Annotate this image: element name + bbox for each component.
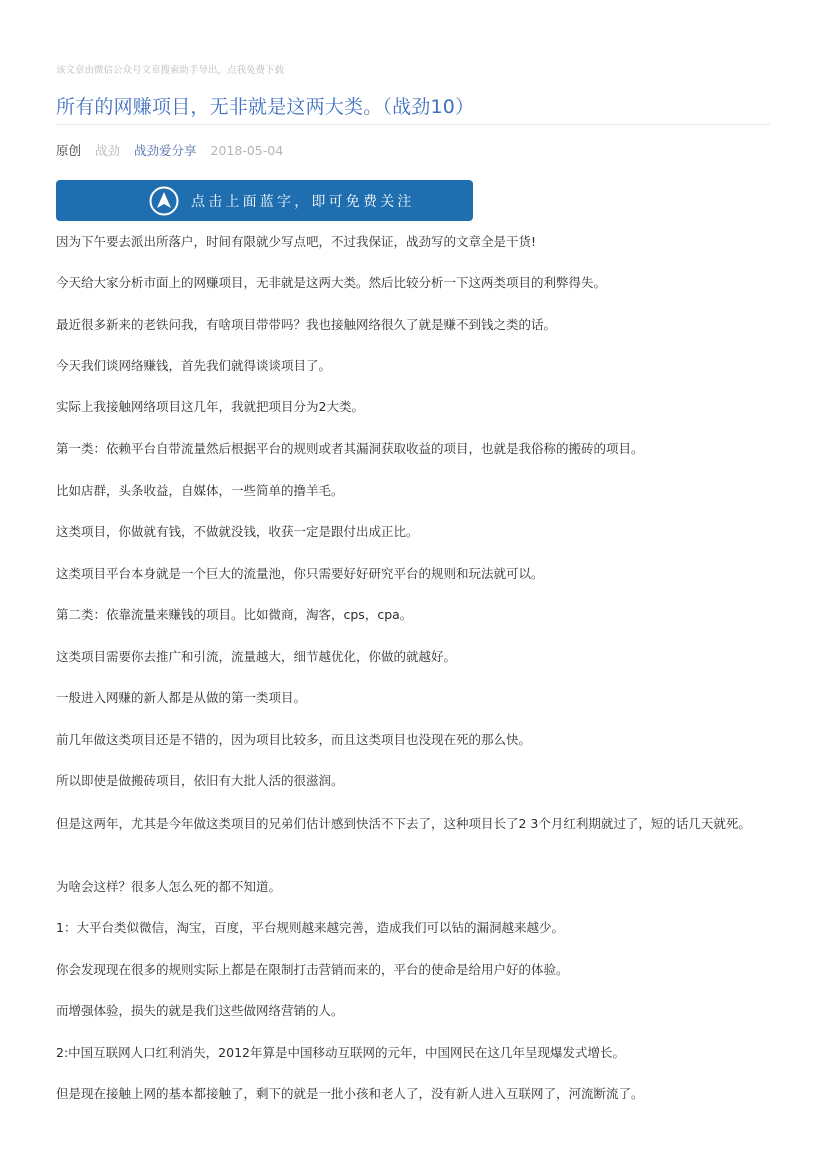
- paragraph: 这类项目，你做就有钱，不做就没钱，收获一定是跟付出成正比。: [56, 524, 419, 539]
- follow-banner[interactable]: [56, 180, 473, 221]
- paragraph: 今天我们谈网络赚钱，首先我们就得谈谈项目了。: [56, 358, 332, 373]
- account-name-link[interactable]: 战劲爱分享: [134, 143, 197, 158]
- paragraph: 第一类：依赖平台自带流量然后根据平台的规则或者其漏洞获取收益的项目，也就是我俗称的搬砖的项目。: [56, 441, 644, 456]
- paragraph: 今天给大家分析市面上的网赚项目，无非就是这两大类。然后比较分析一下这两类项目的利弊得失。: [56, 275, 607, 290]
- paragraph: 2:中国互联网人口红利消失，2012年算是中国移动互联网的元年，中国网民在这几年呈现爆发式增长。: [56, 1045, 625, 1060]
- title-divider: [56, 124, 770, 125]
- paragraph: 一般进入网赚的新人都是从做的第一类项目。: [56, 690, 307, 705]
- publish-date: 2018-05-04: [210, 143, 284, 158]
- follow-banner-label: 点击上面蓝字，即可免费关注: [191, 193, 415, 210]
- paragraph: 最近很多新来的老铁问我，有啥项目带带吗？我也接触网络很久了就是赚不到钱之类的话。: [56, 317, 557, 332]
- paragraph: 而增强体验，损失的就是我们这些做网络营销的人。: [56, 1003, 344, 1018]
- paragraph: 前几年做这类项目还是不错的，因为项目比较多，而且这类项目也没现在死的那么快。: [56, 732, 532, 747]
- author-name: 战劲: [95, 143, 121, 158]
- original-tag: 原创: [56, 143, 82, 158]
- paragraph: 你会发现现在很多的规则实际上都是在限制打击营销而来的，平台的使命是给用户好的体验。: [56, 962, 569, 977]
- paragraph: 所以即使是做搬砖项目，依旧有大批人活的很滋润。: [56, 773, 344, 788]
- paragraph: 第二类：依靠流量来赚钱的项目。比如微商，淘客，cps，cpa。: [56, 607, 413, 622]
- arrow-up-circle-icon: [149, 186, 179, 216]
- export-note-link[interactable]: 该文章由微信公众号文章搜索助手导出，点我免费下载: [56, 65, 285, 76]
- paragraph: 实际上我接触网络项目这几年，我就把项目分为2大类。: [56, 399, 364, 414]
- paragraph: 这类项目需要你去推广和引流，流量越大，细节越优化，你做的就越好。: [56, 649, 457, 664]
- paragraph: 1：大平台类似微信，淘宝，百度，平台规则越来越完善，造成我们可以钻的漏洞越来越少。: [56, 920, 564, 935]
- article-meta: [56, 141, 293, 159]
- paragraph: 因为下午要去派出所落户，时间有限就少写点吧，不过我保证，战劲写的文章全是干货!: [56, 234, 537, 249]
- paragraph: 但是现在接触上网的基本都接触了，剩下的就是一批小孩和老人了，没有新人进入互联网了，河流断流了。: [56, 1086, 644, 1101]
- article-title: 所有的网赚项目，无非就是这两大类。（战劲10）: [56, 96, 475, 118]
- paragraph: 比如店群，头条收益，自媒体，一些简单的撸羊毛。: [56, 483, 344, 498]
- paragraph: 这类项目平台本身就是一个巨大的流量池，你只需要好好研究平台的规则和玩法就可以。: [56, 566, 544, 581]
- paragraph: 为啥会这样？很多人怎么死的都不知道。: [56, 879, 282, 894]
- paragraph: 但是这两年，尤其是今年做这类项目的兄弟们估计感到快活不下去了，这种项目长了2 3个月红利期就过了，短的话几天就死。: [56, 816, 751, 831]
